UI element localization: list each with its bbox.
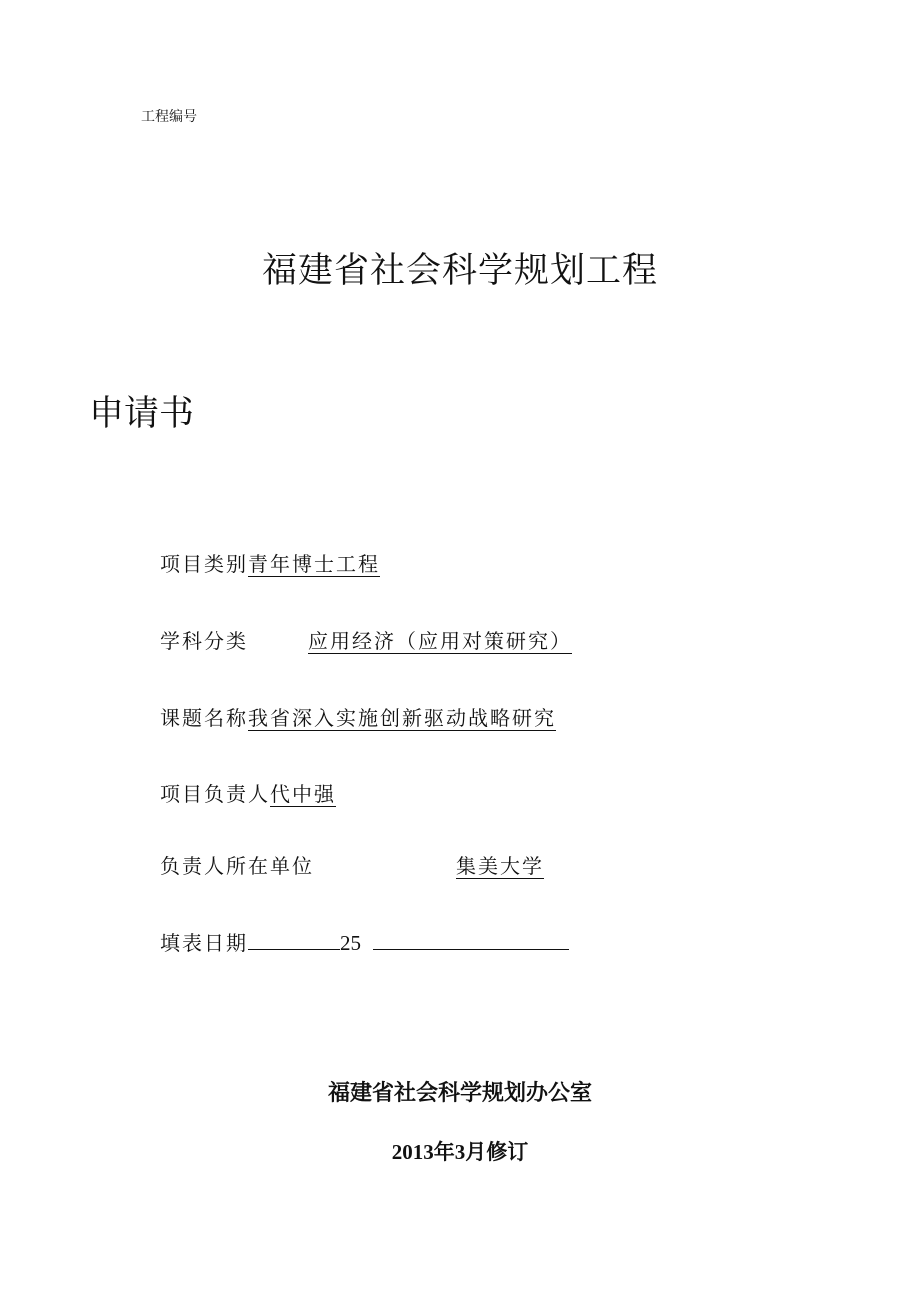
field-label: 学科分类 bbox=[160, 629, 248, 653]
field-label: 项目负责人 bbox=[160, 782, 270, 806]
field-fill-date bbox=[160, 927, 569, 956]
date-blank-line bbox=[248, 929, 340, 950]
field-value: 代中强 bbox=[270, 782, 336, 806]
document-title: 福建省社会科学规划工程 bbox=[261, 251, 658, 291]
field-label: 负责人所在单位 bbox=[160, 854, 314, 878]
project-number-label: 工程编号 bbox=[141, 109, 197, 125]
field-leader-unit bbox=[160, 850, 544, 879]
field-label: 课题名称 bbox=[160, 706, 248, 730]
field-value: 应用经济（应用对策研究） bbox=[308, 629, 572, 653]
issuing-office: 福建省社会科学规划办公室 bbox=[327, 1081, 592, 1106]
field-value: 集美大学 bbox=[456, 854, 544, 878]
field-project-leader bbox=[160, 778, 336, 807]
field-value: 25 bbox=[340, 931, 361, 955]
field-label: 填表日期 bbox=[160, 931, 248, 955]
field-label: 项目类别 bbox=[160, 552, 248, 576]
field-value: 我省深入实施创新驱动战略研究 bbox=[248, 706, 556, 730]
field-discipline bbox=[160, 625, 572, 654]
date-blank-line bbox=[373, 929, 569, 950]
field-topic-name bbox=[160, 702, 556, 731]
field-value: 青年博士工程 bbox=[248, 552, 380, 576]
document-subtitle: 申请书 bbox=[89, 394, 195, 434]
field-project-category bbox=[160, 548, 380, 577]
revision-date: 2013年3月修订 bbox=[391, 1140, 529, 1164]
